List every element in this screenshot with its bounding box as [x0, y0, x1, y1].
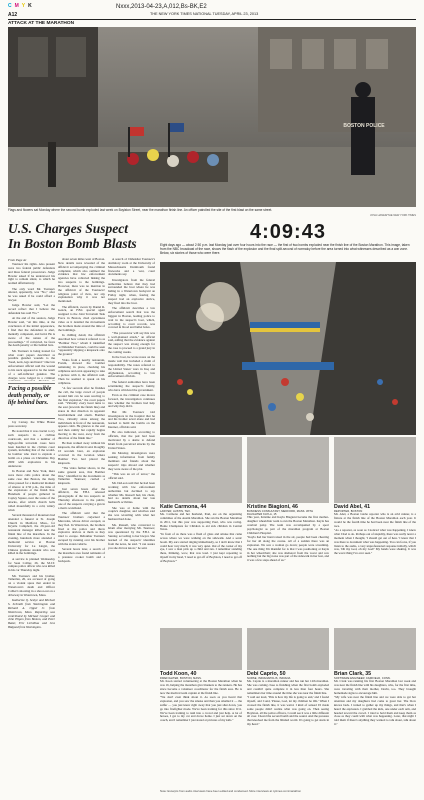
bio-debi-caprio: [247, 671, 329, 785]
bio-name: Kristine Biagioni, 46: [247, 504, 298, 510]
photo-caption: Flags and flowers sat Monday where the second bomb exploded last week on Boylston Street, near the marathon finish line. An officer patrolled the site of the first blast on the same street.: [8, 208, 273, 212]
headline-line-2: In Boston Bomb Blasts: [8, 235, 137, 251]
headline-line-1: U.S. Charges Suspect: [8, 221, 129, 236]
paragraph: He then walked away without his knapsack, the affidavit said. Roughly 10 seconds later, an explosion occurred in the location where Bomber Two had placed the knapsack.: [58, 441, 105, 465]
bio-quote: "Kayla had her hand raised in the air, people had been cheering for her all along the course. All of a sudden there was an explosion. We saw a woman go down; people were screaming. The one thing I'm thankful for is that I was positioning at Kayla in her wheelchair; she was sheltered from the worst and saw nothing but the big noise was part of the sidewalk in her fear, and it was a few steps ahead of us.": [247, 535, 329, 563]
paragraph: Ms. Russell, who converted to Islam after marrying Mr. Tsarnaev, was questioned by the F.B.I. on Sunday, according to her lawyer. She learned of the suspects' identities from the news, he said. "I can assure you she did not know," he said.: [108, 522, 155, 550]
pull-quote: Facing a possible death penalty, or life behind bars.: [8, 386, 52, 406]
paragraph: Jay Carney, the White House press secretary.: [8, 421, 55, 428]
bio-name: David Abel, 41: [334, 504, 371, 510]
bio-name: Brian Clark, 35: [334, 671, 372, 677]
print-slug: Nxxx,2013-04-23,A,012,Bs-BK,E2: [116, 4, 207, 10]
portrait-brian-clark: [334, 628, 416, 670]
cmyk-marks: [8, 3, 32, 9]
section-label: ATTACK AT THE MARATHON: [8, 21, 75, 26]
paragraph: The affidavit, sworn by Daniel R. Genck, an F.B.I. special agent assigned to the Joint Terrorism Task Force in Boston, cited eyewitness video as it detailed the movements the brothers made around the time of the bombings.: [58, 304, 105, 332]
paragraph: In the boat, he wrote notes on the inside wall that included a claim of responsibility. The notes referred to the United States' wars in Iraq and Afghanistan, according to law enforcement officials.: [108, 355, 155, 379]
paragraph: In Boston and New York, there were more calls police about the same case that Boston, the many cities paused for a memorial moment of silence at 2:50 p.m., the time of the explosions at the finish line. Hundreds of people gathered in Copley Square, near the scene of the attacks, after which church bells tolled mournfully in a cold, wintry wind.: [8, 469, 55, 512]
portrait-debi-caprio: [247, 628, 329, 670]
bio-role: SOFTWARE ENGINEER, FAIRFIELD, CONN.: [334, 677, 391, 680]
bio-brian-clark: [334, 671, 416, 785]
article-column-2: [58, 258, 105, 783]
paragraph: The affidavit said that the Tsarnaev brothers carjacked a Mercedes, whose driver escaped, as they fled. In Watertown, the brothers fired at the police and threw explosive devices at them as they tried to escape. Dzhokhar Tsarnaev escaped by running over his brother with the stolen vehicle.: [58, 511, 105, 546]
paragraph: Mr. Tsarnaev and his brother, Tamerlan, 26, are accused of going on a violent spree that ended in Watertown's death and Officer Collier's shooting in a shoot-out on a driveway in Watertown, Mass.: [8, 573, 55, 597]
bio-intro: Mr. Koon started volunteering at the Boston Marathon when he was 16, helping the marathon give blankets to the runners. He has since become a volunteer coordinator for the finish area. He is now the medical team captain at the finish line.: [160, 679, 242, 695]
bio-role: BUSINESS CONSULTANT, MEDFORD, MASS. WITH DAUGHTER KAYLA, 15: [247, 510, 314, 517]
paragraph: At the end of the session, Judge Bowler said, "At this time, at the conclusion of the initial appearance, I find that the defendant is alert, mentally competent, and lucid. He is aware of the nature of the proceedings." If convicted, he faces the death penalty or life behind bars.: [8, 316, 55, 348]
paragraph: Mr. Tsarnaev is being treated for what court papers described as possible gunshot wounds to the "head, neck, legs and hand." One law enforcement official said the wound to his neck appeared to be the result of a self-inflicted gunshot. The charges were lodged in a criminal: [8, 348, 55, 380]
paragraph: In chilling detail, the affidavit described how a man it referred to as "Bomber Two," whom it identified as Dzhokhar Tsarnaev, could be seen "apparently slipping a knapsack onto the ground.": [58, 333, 105, 357]
bio-intro: This year, Kristine and Kayla Biagioni became the first mother-daughter wheelchair team to run the Boston Marathon. Kayla has cerebral palsy. The team was accompanied by a sport psychologist as part of the marathon program at Boston Children's Hospital.: [247, 515, 329, 535]
paragraph: Just seven hours after the affidavit, the F.B.I. released photographs of the two suspects on Thursday afternoon to the public, one of the suspects carrying a gun in a man's waistband.: [58, 486, 105, 510]
finish-line-illustration: [160, 262, 416, 435]
paragraph: about seven miles west of Boston. New details were revealed of the affidavit accompanying the criminal complaint, which also outlined the evidence that law enforcement agencies have collected linking the two suspects to the bombings. However, there was no mention in the affidavit of the Tsarnaevs' religious point of view, nor any explanation why it was not mentioned.: [58, 258, 105, 304]
paragraph: A search of Dzhokhar Tsarnaev's dormitory room at the University of Massachusetts Dartmouth found fireworks and a vest, court documents say.: [108, 258, 155, 277]
paragraph: Several thousand of mourners had attended a funeral at St. Joseph Church in Medford, Mass., for Krystle Campbell, the 29-year-old restaurant manager killed near the finish line of the marathon. In the evening, hundreds more attended a memorial service at Boston University for Lu Lingzi, the Chinese graduate student who was killed in the bombings.: [8, 512, 55, 556]
paragraph: He also indicated, according to officials, that the pair had been motivated by a desire to defend Islam from perceived attacks by the United States.: [108, 430, 155, 450]
police-vest-sign: BOSTON POLICE: [343, 123, 385, 129]
portrait-david-abel: [334, 437, 416, 503]
bio-todd-koon: [160, 671, 242, 785]
bio-quote: "I said out loud, 'This is how my life is going to end,' and I found myself, and I said, 'Please, God, let my children be OK.' When I crossed the finish line, it was weird. I kind of sensed I'd made some people didn't realize what was going on. Then seeing Boylston, all the police officers, I could see it was a little different all over. I heard the second bomb and the sound. And the pressure that knocked me from the blinded world. It's going to get stuck in my head.": [247, 695, 329, 726]
paragraph: On Monday, investigators were seeking information from family members and friends about the suspects' trips abroad and whether they were aware of the plot.: [108, 451, 155, 471]
page-number: A12: [8, 12, 18, 18]
photo-credit: JOSH HANER/THE NEW YORK TIMES: [369, 214, 416, 217]
paragraph: Judge Bowler said, "Let the record reflect that I believe the defendant has said 'No.'": [8, 303, 55, 316]
bio-role: NURSE, INDIANAPOLIS, INDIANA: [247, 677, 291, 680]
bio-quote: "In front of us there was a flash of glass and smoke that came across where we were walking on the sidewalk. And a sonic boom. My ears started ringing immediately, so I don't know that I could hear very much; it was very quiet. Out of the corner of my eye, I saw a man pick up a child and run. I remember standing there, thinking, wow, that was loud. I just kept repeating to myself in my head, 'I need to get off of Boylston, I need to get off of Boylston.'": [160, 532, 242, 563]
top-photo: [8, 27, 416, 207]
paragraph: But Mr. Tsarnaev told investigators in the hospital that he and his brother acted alone and had learned to build the bombs on the Internet, officials said.: [108, 409, 155, 430]
cmyk-k: K: [28, 3, 32, 9]
bio-quote: "My wife was near the finish line and we were able to get her attention and my daughters had come to greet her. The blow knows back. I turned to gather up my things, and that's when I heard the explosion. I grabbed the kids, one under each arm, and headed toward the crowd. I tried to hold them and keep them as close as they could with what was happening. Later, that night I told them if there's anything they wanted to talk about, talk about it.": [334, 695, 416, 726]
bio-intro: Ms. Carmona and her husband, Paul, are on the organizing committee of the Austin Marathon. She ran the Boston Marathon in 2011, but this year was supporting Paul, who was racing. Home Champions for Children to aid sick children in Central Texas.: [160, 512, 242, 532]
headline: [8, 222, 158, 251]
paragraph: Mr. DeLeon said that he had been working with law enforcement authorities but declined to say whether Ms. Russell had, his client, had no details about her late husband's activities.: [108, 481, 155, 505]
bio-name: Katie Carmona, 44: [160, 504, 207, 510]
article-column-1a: [8, 263, 55, 381]
paragraph: "A few seconds after he finishes the call, the large crowd of people around him can be seen reacting to the first explosion," the court papers said. "Virtually every head turns to the east (towards the finish line) and stares in that direction in apparent bewilderment and alarm. Bomber Two, virtually alone among the individuals in front of the restaurant, appears calm. He glances to the east and then calmly but rapidly begins moving to the west, away from the direction of the finish line.": [58, 386, 105, 440]
bio-quote: "As a reporter, as soon as I noticed what was happening, I knew what I had to do. Perhaps out of stupidity, there was really never a moment when I thought, 'I should get out of here.' I knew that I was there to document what was happening. You can focus, if you listen to the audio, a very unprofessional response initially, which was, 'Oh my God, oh my God!' My hands were shaking. It was the worst thing I've ever seen.": [334, 528, 416, 556]
bio-katie-carmona: [160, 504, 242, 624]
paragraph: The federal authorities have been scrutinizing the suspect's family, who have criticized the government.: [108, 379, 155, 392]
paragraph: Investigators from the federal authorities believe that they had surrounded the boat where he was hiding in a Watertown backyard on Friday night, when, fearing the suspect had an explosive device, they fired into the boat.: [108, 277, 155, 305]
portrait-kristine-biagioni: [247, 437, 329, 503]
paragraph: "This was an act of terror," the official said.: [108, 471, 155, 480]
paragraph: A service is planned Wednesday for Sean Collier, 26, the M.I.T. campus police officer who was killed in his car Thursday night.: [8, 556, 55, 573]
bio-david-abel: [334, 504, 416, 624]
jump-label: From Page A1: [8, 258, 27, 262]
bio-role: REPORTER, BOSTON: [334, 510, 363, 513]
paragraph: She was at home with the couple's daughter, and relatives said she was wrestling with what her husband had done.: [108, 505, 155, 522]
bio-quote: "We don't even think about it. As soon as you heard that explosion, and you saw the smoke and then you smelled it — the sulfur — you just knew right away that you just shut down, you go into firefighter mode. We've been training for this since 9/11. We've been training to rush into a crowd and just help. A lot of heroes, I got to my car and drove home. I just sat down on the couch, and I remember I just stared at pictures of my kids.": [160, 695, 242, 723]
bio-intro: Ms. Caprio is a marathon runner and has run her 12th marathon. She was coming close to finishing when the first bomb exploded and couldn't quite complete it in less than four hours. She remembers her time around the time she was near the finish line.: [247, 679, 329, 695]
paragraph: He noted that it was crucial to try such suspects in a civilian courtroom, and that a number of high-profile terrorism cases have been handled in the civilian court system, including that of the would-be bomber who tried to explode a bomb on a plane on Christmas Day 2009 with explosives in his underwear.: [8, 429, 55, 468]
paragraph: Even as the criminal case moves forward, the investigation continues into whether the brothers had help and why they did it.: [108, 392, 155, 409]
paragraph: The only word Mr. Tsarnaev uttered, apparently, was "No," after he was asked if he could afford a lawyer.: [8, 286, 55, 303]
cmyk-y: Y: [21, 3, 26, 9]
bio-name: Todd Koon, 40: [160, 671, 197, 677]
bio-name: Debi Caprio, 50: [247, 671, 286, 677]
reporting-credit: Katharine Q. Seelye and Michael S. Schmidt from Washington and Richard A. Oppel Jr. from Watertown, Mass. Reporting was contributed by Michael Cooper and John Eligon from Boston, and Peter Baker, Eric Lichtblau and Jess Bidgood from Washington.: [8, 598, 55, 630]
cmyk-c: C: [8, 3, 12, 9]
bio-role: FIREFIGHTER, BOSTON, MASS.: [160, 677, 202, 680]
bio-kristine-biagioni: [247, 504, 329, 624]
portrait-todd-koon: [160, 628, 242, 670]
paragraph: "The video further shows, in the same general area, that Bomber One," identified in the documents as Tamerlan Tsarnaev, carried a knapsack.: [58, 465, 105, 486]
footnote: Note: Excerpts from audio interviews have been edited and condensed. More interviews at nytimes.com/marathon: [160, 789, 302, 793]
masthead-line: THE NEW YORK TIMES NATIONAL TUESDAY, APRIL 23, 2013: [150, 12, 259, 16]
paragraph: Tsarnaev his rights. Also present were two federal public defenders and three federal prosecutors. Judge Bowler asked if he understood his right to remain silent, to which he nodded affirmatively.: [8, 263, 55, 286]
bio-intro: Mr. Abel, a Boston Globe reporter who is an avid runner, is a fixture at the finish line of the Boston Marathon each year. It would be the fourth time he had been near the finish line of the race.: [334, 512, 416, 528]
street-scene-illustration: [8, 27, 416, 207]
masthead-rule: [8, 19, 416, 20]
paragraph: Several hours later, a search of the marathon area found remnants of a pressure cooker bomb and a backpack.: [58, 547, 105, 563]
cmyk-m: M: [14, 3, 19, 9]
article-column-1b: [8, 421, 55, 781]
paragraph: "The prosecutor will say this was a well-planned attack," an official said, adding that the evidence against the suspect was strong enough for the case to proceed to a grand jury in the coming weeks.: [108, 330, 155, 354]
bio-role: LAWYER, AUSTIN, TEX.: [160, 510, 191, 513]
portrait-katie-carmona: [160, 437, 242, 503]
finish-line-photo: [160, 262, 416, 435]
paragraph: Video from a nearby restaurant, Forum, showed the bomber remaining in place, checking his cellphone and even appearing to take a picture with it, the affidavit said. Then he seemed to speak on his cellphone.: [58, 357, 105, 385]
race-photo-caption: Eight days ago — about 2:50 p.m. last Monday just over four hours into the race — the first of two bombs exploded near the finish line of the Boston Marathon. This image, taken from the NBC broadcast of the race, shows the flash of the explosion and the final split-second of normalcy before the area turned into what witnesses described as a war zone. Below, six stories of those who were there.: [160, 243, 410, 255]
article-column-3: [108, 258, 155, 783]
paragraph: The affidavit describes a law enforcement search that was the biggest in Boston, leading police to wait in the suspect's boat, which, according to court records, was covered in blood and bullet holes.: [108, 306, 155, 330]
race-clock: 4:09:43: [250, 221, 326, 243]
bio-intro: Mr. Clark was running his first Boston Marathon last week and was near the finish line with his daughters, who, for the first time, were traveling with their mother, Devin, too. They brought homemade signs to encourage him.: [334, 679, 416, 695]
